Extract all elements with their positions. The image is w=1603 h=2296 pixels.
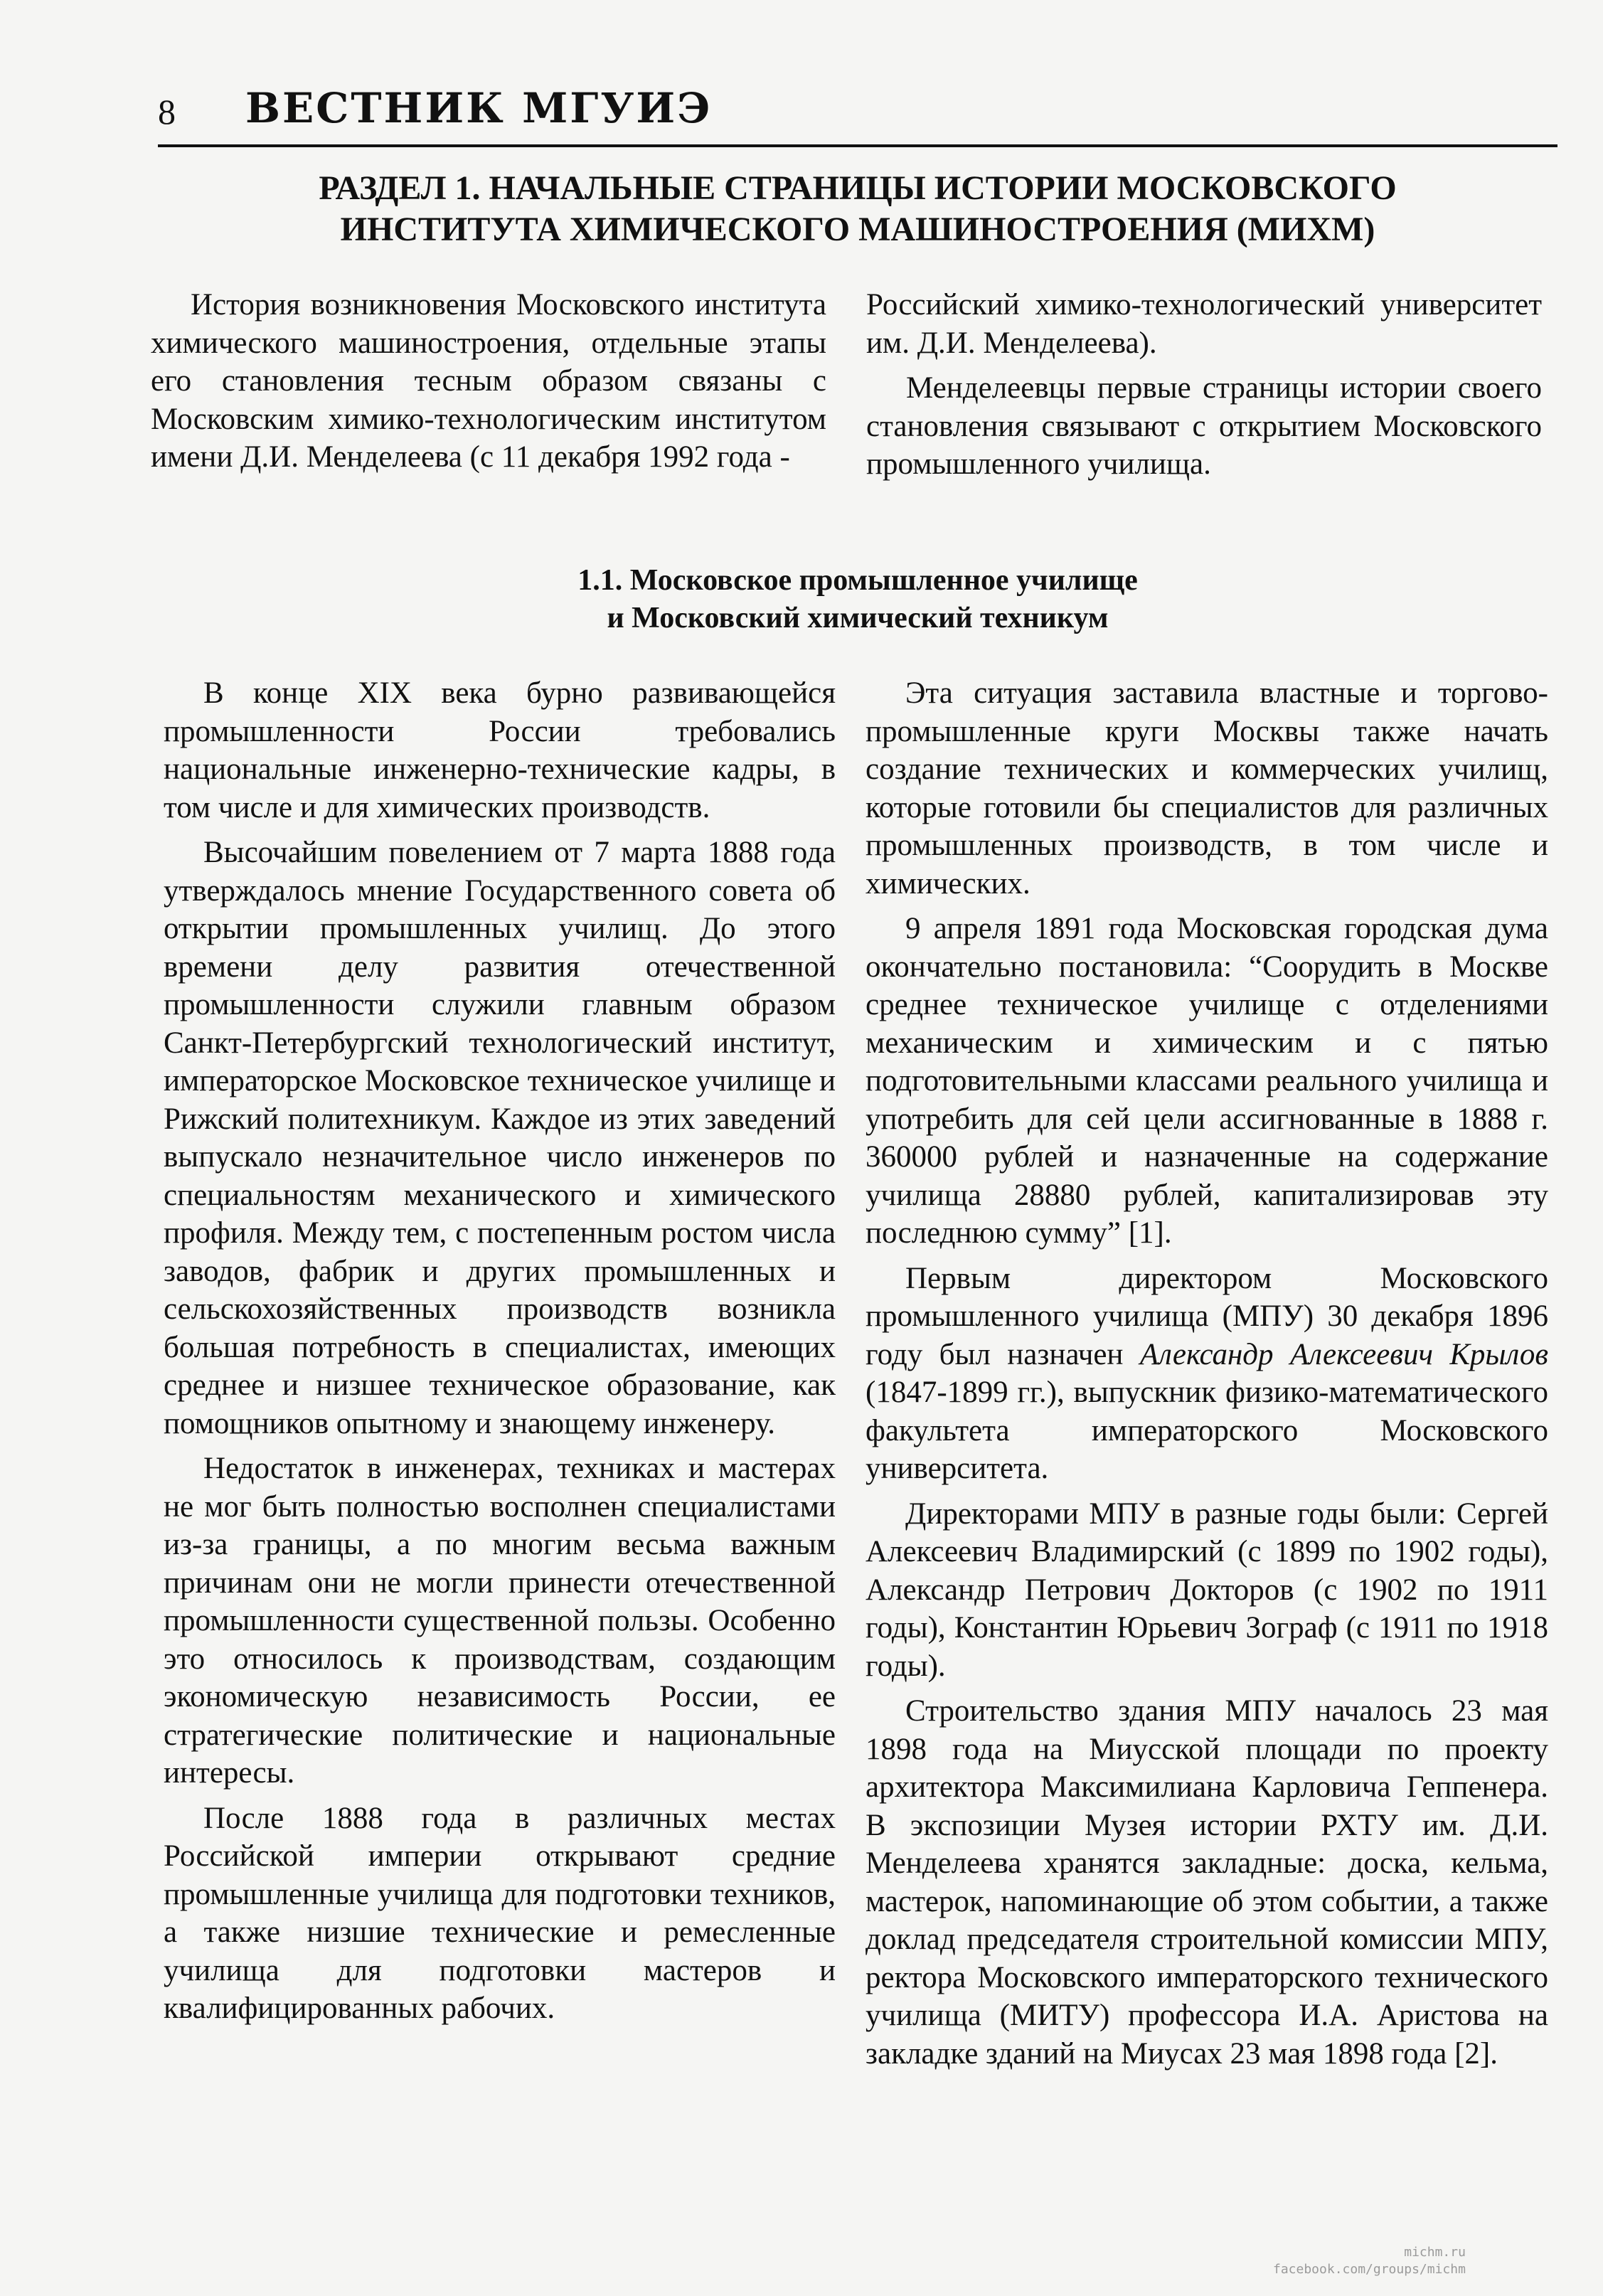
text-run: Первым директором Московского промышленного училища (МПУ) 30 декабря 1896 году был назначен <box>866 1261 1548 1371</box>
paragraph: Менделеевцы первые страницы истории своего становления связывают с открытием Московского промышленного училища. <box>866 371 1542 481</box>
journal-title: ВЕСТНИК МГУИЭ <box>245 84 713 132</box>
subsection-heading-line: 1.1. Московское промышленное училище <box>577 564 1138 597</box>
subsection-heading-line: и Московский химический техникум <box>607 602 1109 634</box>
paragraph: Высочайшим повелением от 7 марта 1888 года утверждалось мнение Государственного совета об открытии промышленных училищ. До этого времени делу развития отечественной промышленности служили главным образом Санкт-Петербургский технологический институт, императорское Московское техническое училище и Рижский политехникум. Каждое из этих заведений выпускало незначительное число инженеров по специальностям механического и химического профиля. Между тем, с постепенным ростом числа заводов, фабрик и других промышленных и сельскохозяйственных производств возникла большая потребность в специалистах, имеющих среднее и низшее техническое образование, как помощников опытному и знающему инженеру. <box>164 836 836 1440</box>
section-heading <box>158 168 1557 250</box>
intro-right-column <box>866 286 1542 484</box>
page-number: 8 <box>158 92 176 132</box>
subsection-heading <box>158 562 1557 637</box>
section-heading-line: ИНСТИТУТА ХИМИЧЕСКОГО МАШИНОСТРОЕНИЯ (МИХМ) <box>340 211 1375 248</box>
paragraph: Директорами МПУ в разные годы были: Сергей Алексеевич Владимирский (с 1899 по 1902 годы), Александр Петрович Докторов (с 1902 по 1911 годы), Константин Юрьевич Зограф (с 1911 по 1918 годы). <box>866 1497 1548 1683</box>
body-right-column <box>866 674 1548 2073</box>
person-name: Александр Алексеевич Крылов <box>1139 1337 1548 1371</box>
paragraph <box>866 1260 1548 1488</box>
paragraph: 9 апреля 1891 года Московская городская дума окончательно постановила: “Соорудить в Москве среднее техническое училище с отделениями механическим и химическим и с пятью подготовительными классами реального училища и употребить для сей цели ассигнованные в 1888 г. 360000 рублей и назначенные на содержание училища 28880 рублей, капитализировав эту последнюю сумму” [1]. <box>866 912 1548 1250</box>
intro-left-column <box>151 286 826 477</box>
paragraph: Недостаток в инженерах, техниках и мастерах не мог быть полностью восполнен специалистами из-за границы, а по многим весьма важным причинам они не могли принести отечественной промышленности существенной пользы. Особенно это относилось к производствам, создающим экономическую независимость России, ее стратегические политические и национальные интересы. <box>164 1452 836 1790</box>
paragraph: История возникновения Московского института химического машиностроения, отдельные этапы его становления тесным образом связаны с Московским химико-технологическим институтом имени Д.И. Менделеева (с 11 декабря 1992 года - <box>151 288 826 474</box>
paragraph: Российский химико-технологический университет им. Д.И. Менделеева). <box>866 288 1542 360</box>
header-rule <box>158 144 1557 147</box>
text-run: (1847-1899 гг.), выпускник физико-математического факультета императорского Московского университета. <box>866 1376 1548 1485</box>
watermark-line: michm.ru <box>1404 2245 1466 2260</box>
watermark-line: facebook.com/groups/michm <box>1273 2262 1466 2277</box>
body-left-column <box>164 674 836 2028</box>
watermark <box>1273 2244 1466 2278</box>
paragraph: Эта ситуация заставила властные и торгово-промышленные круги Москвы также начать создание технических и коммерческих училищ, которые готовили бы специалистов для различных промышленных производств, в том числе и химических. <box>866 676 1548 900</box>
section-heading-line: РАЗДЕЛ 1. НАЧАЛЬНЫЕ СТРАНИЦЫ ИСТОРИИ МОСКОВСКОГО <box>319 169 1397 207</box>
paragraph: После 1888 года в различных местах Российской империи открывают средние промышленные училища для подготовки техников, а также низшие технические и ремесленные училища для подготовки мастеров и квалифицированных рабочих. <box>164 1801 836 2025</box>
paragraph: Строительство здания МПУ началось 23 мая 1898 года на Миусской площади по проекту архитектора Максимилиана Карловича Геппенера. В экспозиции Музея истории РХТУ им. Д.И. Менделеева хранятся закладные: доска, кельма, мастерок, напоминающие об этом событии, а также доклад председателя строительной комиссии МПУ, ректора Московского императорского технического училища (МИТУ) профессора И.А. Аристова на закладке зданий на Миусах 23 мая 1898 года [2]. <box>866 1694 1548 2071</box>
paragraph: В конце XIX века бурно развивающейся промышленности России требовались национальные инженерно-технические кадры, в том числе и для химических производств. <box>164 676 836 824</box>
